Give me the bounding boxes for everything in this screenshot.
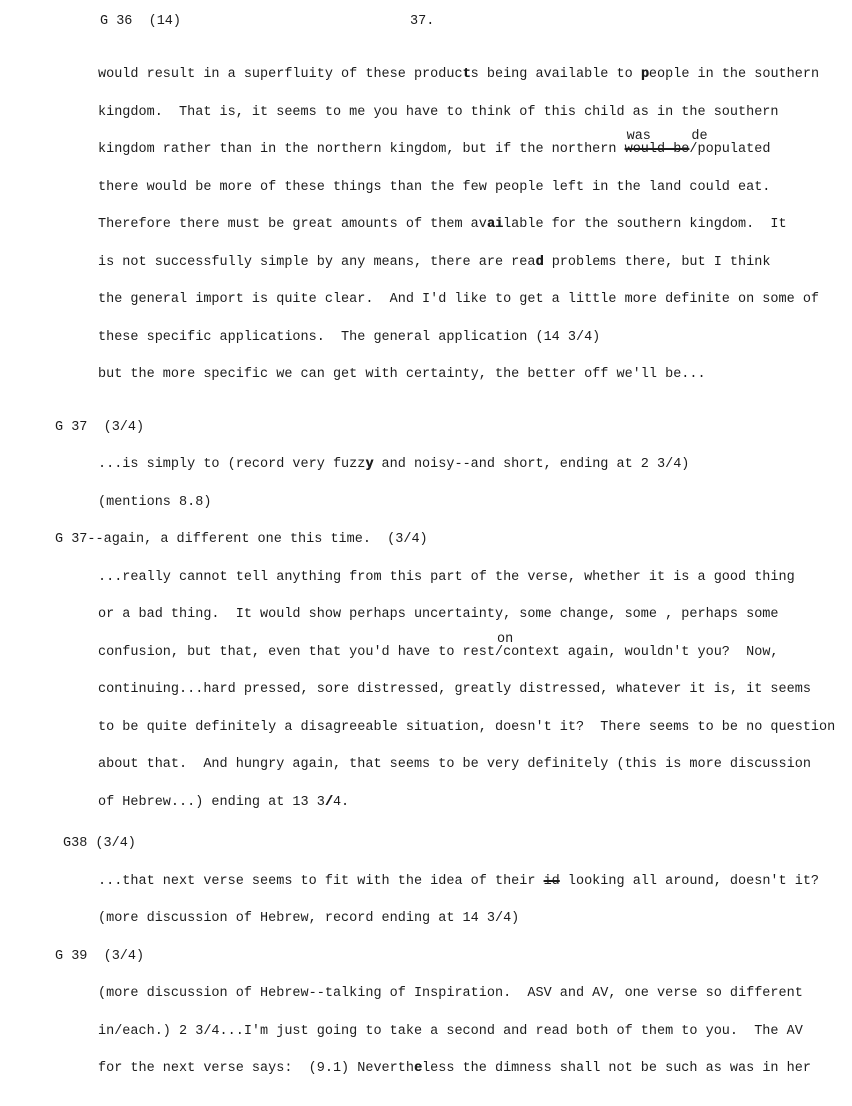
interlinear-annotation: was: [626, 129, 651, 144]
text-segment: problems there, but I think: [543, 254, 771, 270]
text-segment: ...is simply to (record very fuzz: [98, 457, 366, 472]
text-segment: less the dimness shall not be such as was in her: [422, 1061, 811, 1076]
text-line: [0, 784, 852, 822]
page-number: 37.: [410, 14, 435, 29]
text-segment: ...really cannot tell anything from this part of the verse, whether it is a good thing: [98, 569, 795, 585]
text-segment: or a bad thing. It would show perhaps uncertainty, some change, some , perhaps some: [98, 607, 779, 622]
text-line: [0, 631, 852, 672]
text-segment: ...that next verse seems to fit with the idea of their: [98, 873, 544, 889]
text-segment: is not successfully simple by any means, there are rea: [98, 254, 536, 270]
text-segment: /populated de: [689, 129, 771, 157]
text-line: [0, 671, 852, 709]
text-segment: for the next verse says: (9.1) Neverth: [98, 1061, 414, 1076]
text-segment: Therefore there must be great amounts of them av: [98, 217, 487, 232]
interlinear-annotation: on: [496, 631, 514, 647]
text-segment: about that. And hungry again, that seems to be very definitely (this is more discussion: [98, 757, 811, 772]
text-segment: (more discussion of Hebrew, record ending at 14 3/4): [98, 911, 520, 926]
text-segment: the general import is quite clear. And I'd like to get a little more definite on some of: [98, 292, 820, 307]
text-segment: of Hebrew...) ending at 13 3: [98, 794, 325, 810]
text-line: [0, 319, 852, 357]
overstruck-text: ai: [486, 217, 504, 232]
text-segment: (more discussion of Hebrew--talking of Inspiration. ASV and AV, one verse so different: [98, 986, 803, 1001]
text-line: [0, 559, 852, 597]
text-line: [0, 709, 852, 747]
text-line: [0, 938, 852, 976]
overstruck-text: y: [365, 457, 374, 472]
text-line: [0, 484, 852, 522]
text-segment: s being available to: [470, 67, 641, 82]
text-segment: continuing...hard pressed, sore distressed, greatly distressed, whatever it is, it seems: [98, 682, 811, 697]
text-line: [0, 521, 852, 559]
text-segment: but the more specific we can get with certainty, the better off we'll be...: [98, 367, 706, 382]
struck-text: id: [543, 873, 560, 889]
overstruck-text: t: [462, 67, 471, 82]
text-segment: kingdom rather than in the northern kingdom, but if the northern: [98, 142, 625, 157]
text-segment: these specific applications. The general application (14 3/4): [98, 329, 601, 345]
document-lines: [0, 56, 852, 1088]
text-line: [0, 169, 852, 207]
text-line: [0, 900, 852, 938]
interlinear-annotation: de: [691, 129, 708, 144]
overstruck-text: e: [413, 1061, 423, 1076]
text-segment: and noisy--and short, ending at 2 3/4): [373, 457, 690, 472]
text-line: [0, 746, 852, 784]
text-segment: there would be more of these things than the few people left in the land could eat.: [98, 179, 771, 195]
text-segment: lable for the southern kingdom. It: [503, 217, 787, 232]
text-segment: in/each.) 2 3/4...I'm just going to take a second and read both of them to you. The AV: [98, 1023, 803, 1039]
text-segment: (mentions 8.8): [98, 494, 212, 510]
text-segment: G 37 (3/4): [55, 419, 145, 435]
text-segment: confusion, but that, even that you'd have to rest: [98, 644, 495, 660]
text-segment: eople in the southern: [648, 67, 820, 82]
text-segment: G 39 (3/4): [55, 948, 145, 964]
text-line: [0, 863, 852, 901]
struck-text: would be was: [624, 129, 690, 157]
text-line: [0, 975, 852, 1013]
text-segment: would result in a superfluity of these produc: [98, 67, 463, 82]
text-line: [0, 356, 852, 394]
text-segment: kingdom. That is, it seems to me you have to think of this child as in the southern: [98, 104, 779, 120]
text-segment: looking all around, doesn't it?: [559, 873, 820, 889]
text-segment: G38 (3/4): [63, 836, 136, 851]
recording-label: G 36 (14): [100, 14, 182, 29]
text-segment: text again, wouldn't you? Now,: [527, 644, 779, 660]
overstruck-text: d: [535, 254, 544, 270]
page-header: [0, 14, 852, 44]
text-line: [0, 825, 852, 863]
text-line: [0, 56, 852, 94]
text-line: [0, 281, 852, 319]
text-line: [0, 446, 852, 484]
text-line: [0, 596, 852, 634]
text-segment: /con on: [494, 631, 528, 660]
overstruck-text: /: [324, 794, 333, 810]
text-line: [0, 94, 852, 132]
text-segment: G 37--again, a different one this time. (3/4): [55, 532, 428, 547]
text-segment: to be quite definitely a disagreeable situation, doesn't it? There seems to be no question: [98, 719, 836, 735]
text-line: [0, 409, 852, 447]
text-line: [0, 1013, 852, 1051]
text-line: [0, 244, 852, 282]
overstruck-text: p: [640, 67, 649, 82]
text-line: [0, 1050, 852, 1088]
text-segment: 4.: [332, 794, 350, 810]
text-line: [0, 206, 852, 244]
text-line: [0, 131, 852, 169]
